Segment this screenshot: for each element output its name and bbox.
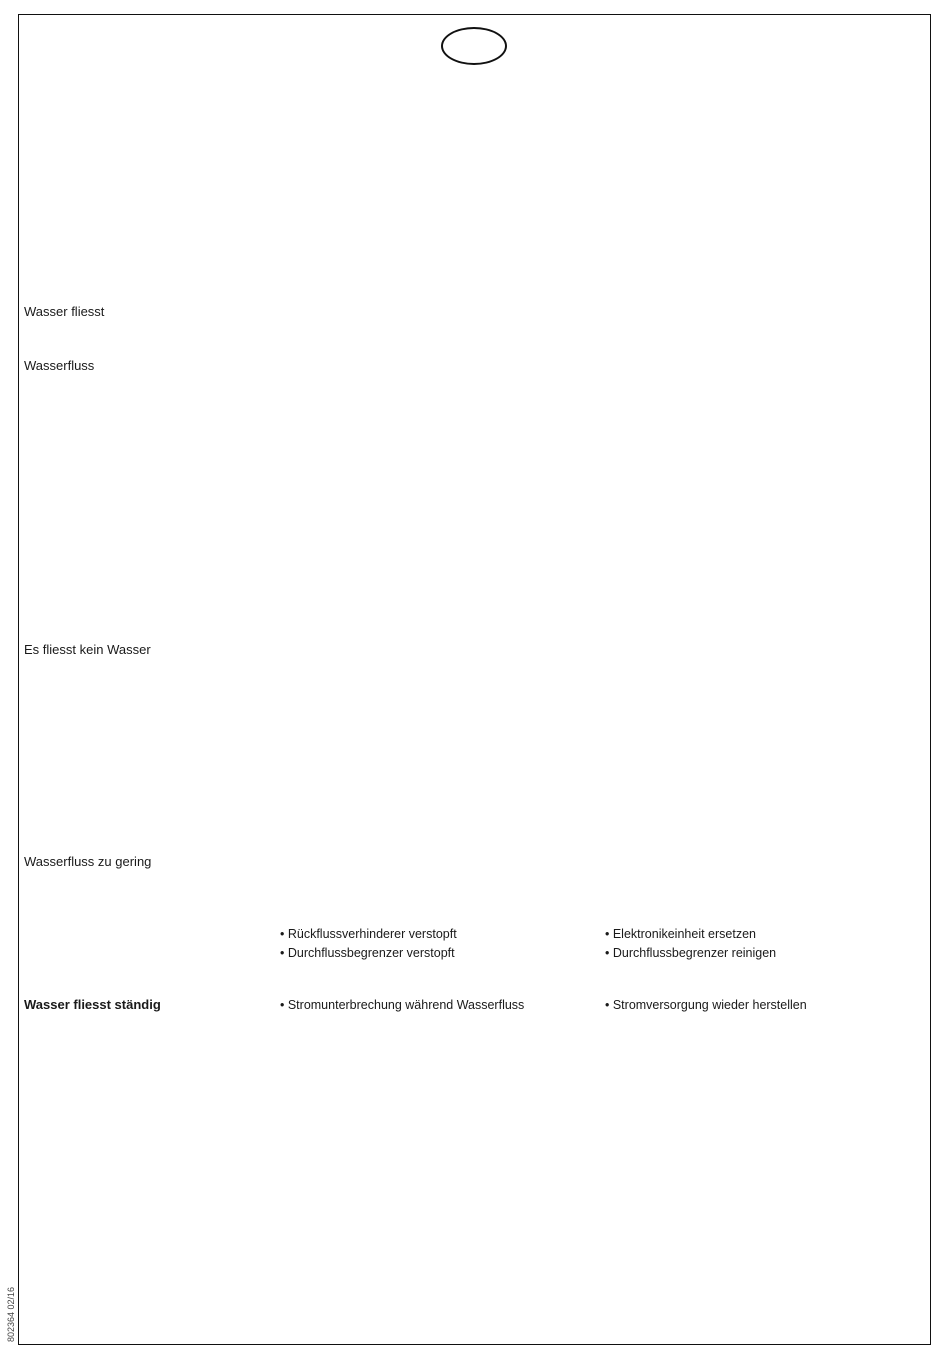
remedy-item: • Elektronikeinheit ersetzen [605, 927, 756, 941]
cause-item: • Durchflussbegrenzer verstopft [280, 946, 455, 960]
page-border [18, 14, 931, 1345]
cause-item: • Rückflussverhinderer verstopft [280, 927, 457, 941]
row-label-wasserfluss: Wasserfluss [24, 358, 95, 373]
row-label-wasserfluss-zu-gering: Wasserfluss zu gering [24, 854, 152, 869]
document-code: 802364 02/16 [6, 1286, 16, 1342]
row-label-wasser-fliesst-staendig: Wasser fliesst ständig [24, 997, 161, 1012]
remedy-item: • Durchflussbegrenzer reinigen [605, 946, 777, 960]
oval-outline-icon [441, 27, 507, 65]
row-label-wasser-fliesst: Wasser fliesst [24, 304, 105, 319]
row-label-es-fliesst-kein-wasser: Es fliesst kein Wasser [24, 642, 151, 657]
remedy-item: • Stromversorgung wieder herstellen [605, 998, 807, 1012]
cause-item: • Stromunterbrechung während Wasserfluss [280, 998, 525, 1012]
